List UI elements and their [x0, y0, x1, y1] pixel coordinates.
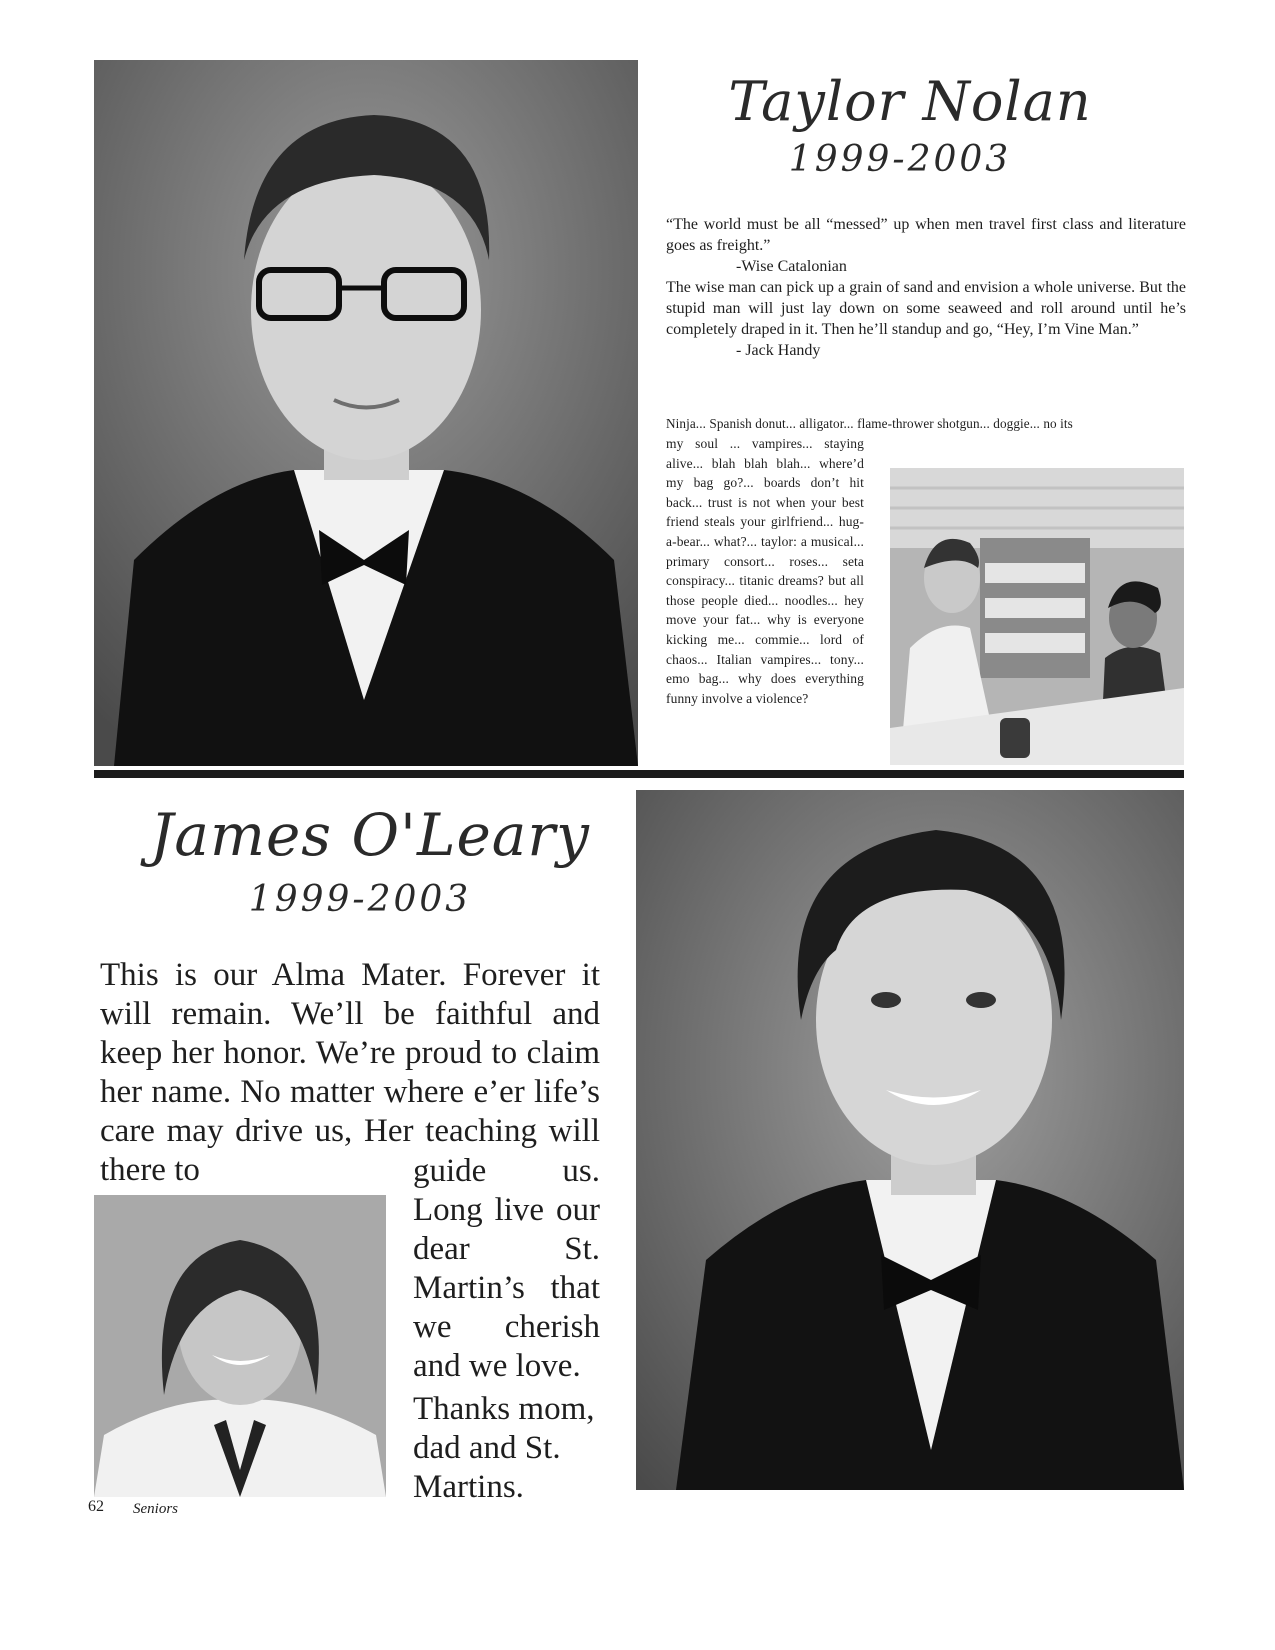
james-name: James O'Leary — [150, 801, 590, 869]
james-years: 1999-2003 — [248, 879, 472, 920]
james-thanks: Thanks mom, dad and St. Martins. — [413, 1391, 595, 1505]
taylor-quote-2: The wise man can pick up a grain of sand and envision a whole universe. But the stupid man will just lay down on some seaweed and roll around until he’s completely draped in it. Then he’ll standup and go, “Hey, I’m Vine Man.” — [666, 279, 1186, 338]
taylor-candid-photo — [890, 468, 1184, 765]
section-label: Seniors — [133, 1501, 178, 1517]
taylor-memories: my soul ... vampires... staying alive... blah blah blah... where’d my bag go?... boards don’t hit back... trust is not when your best friend steals your girlfriend... hug-a-bear... what?... taylor: a musical... primary consort... roses... seta conspiracy... titanic dreams? but all those people died... noodles... hey move your fat... why is everyone kicking me... commie... lord of chaos... Italian vampires... tony... emo bag... why does everything funny involve a violence? — [666, 436, 864, 706]
page-number: 62 — [88, 1498, 104, 1515]
james-portrait-photo — [636, 790, 1184, 1490]
james-alma-mater-end: guide us. Long live our dear St. Martin’s that we cherish and we love. — [413, 1153, 600, 1384]
taylor-quote-1: “The world must be all “messed” up when men travel first class and literature goes as freight.” — [666, 216, 1186, 254]
section-divider — [94, 770, 1184, 778]
james-casual-photo — [94, 1195, 386, 1497]
taylor-portrait-photo — [94, 60, 638, 766]
taylor-quotes — [666, 214, 1186, 361]
james-alma-mater: This is our Alma Mater. Forever it will remain. We’ll be faithful and keep her honor. We’re proud to claim her name. No matter where e’er life’s care may drive us, Her teaching will there to — [100, 957, 600, 1188]
taylor-years: 1999-2003 — [788, 139, 1012, 180]
taylor-memories-top-line: Ninja... Spanish donut... alligator... flame-thrower shotgun... doggie... no its — [666, 416, 1073, 431]
taylor-name: Taylor Nolan — [728, 70, 1092, 133]
taylor-quote-2-author: - Jack Handy — [736, 342, 821, 359]
taylor-quote-1-author: -Wise Catalonian — [736, 258, 847, 275]
